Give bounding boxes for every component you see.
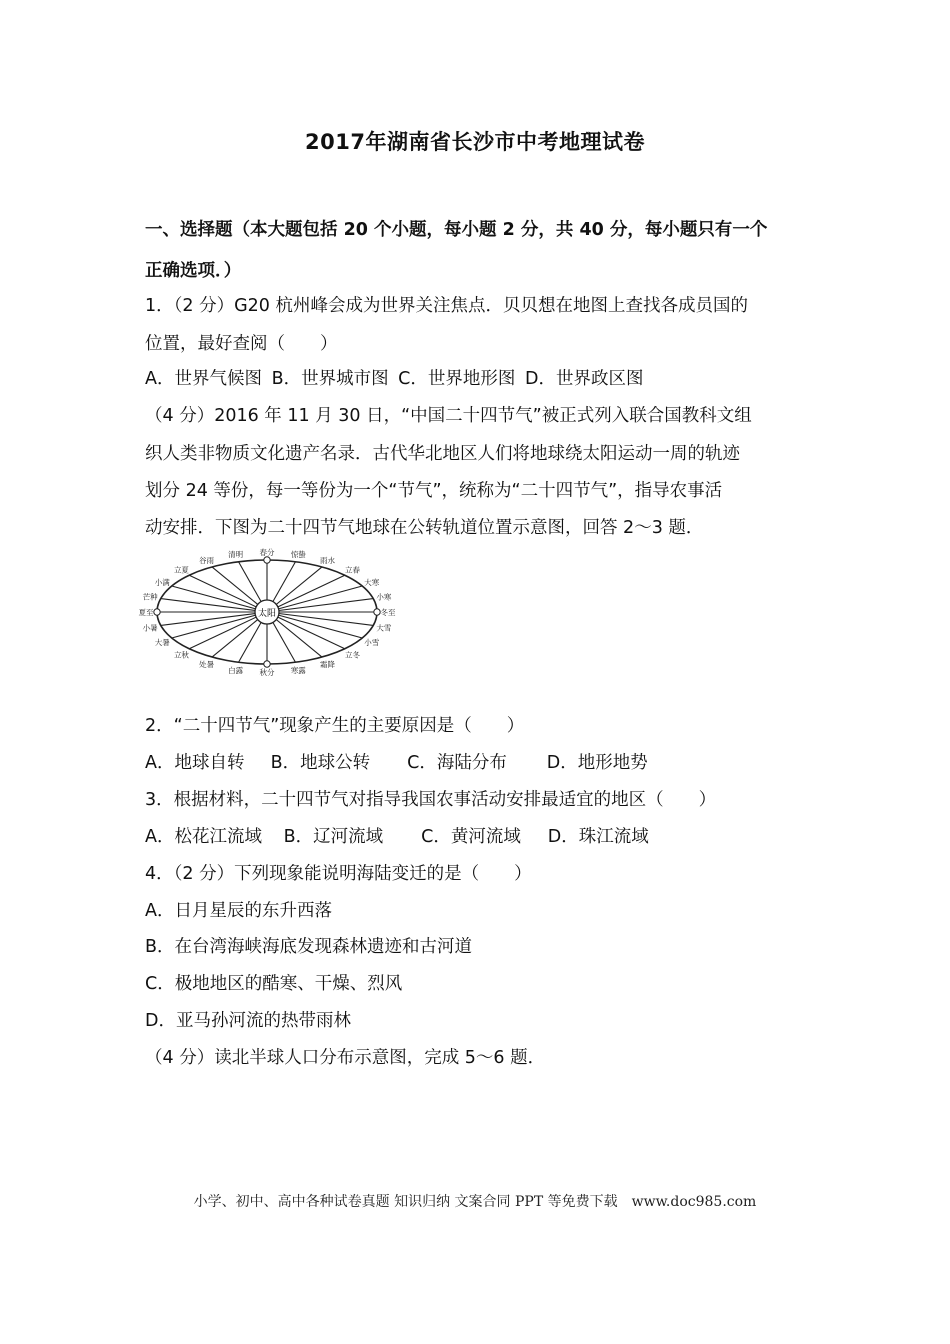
q3-options — [145, 823, 649, 848]
q1-stem-line2: 位置，最好查阅（ ） — [145, 334, 338, 354]
passage-line3: 划分 24 等份，每一等份为一个“节气”，统称为“二十四节气”，指导农事活 — [145, 481, 723, 501]
q1-option-a: A．世界气候图 — [145, 369, 262, 389]
solar-term-label: 冬至 — [380, 608, 396, 617]
earth-position-dot — [264, 557, 270, 563]
solar-term-label: 大寒 — [364, 578, 380, 587]
q1-option-c: C．世界地形图 — [398, 369, 516, 389]
solar-term-label: 春分 — [259, 548, 275, 557]
page-title: 2017年湖南省长沙市中考地理试卷 — [305, 130, 645, 154]
q3-stem: 3．根据材料，二十四节气对指导我国农事活动安排最适宜的地区（ ） — [145, 790, 717, 810]
sun-label: 太阳 — [257, 609, 277, 619]
section-heading-line1: 一、选择题（本大题包括 20 个小题，每小题 2 分，共 40 分，每小题只有一个 — [145, 220, 768, 240]
q4-option-d: D．亚马孙河流的热带雨林 — [145, 1011, 351, 1031]
solar-term-label: 秋分 — [259, 668, 275, 677]
solar-term-label: 处暑 — [199, 659, 214, 669]
q2-option-b: B．地球公转 — [270, 753, 371, 773]
solar-term-label: 立夏 — [173, 565, 189, 575]
q3-option-c: C．黄河流域 — [421, 827, 521, 847]
solar-term-label: 立秋 — [173, 650, 189, 660]
q3-option-b: B．辽河流域 — [283, 827, 384, 847]
passage-line1: （4 分）2016 年 11 月 30 日，“中国二十四节气”被正式列入联合国教科文组 — [145, 406, 752, 426]
earth-position-dot — [374, 609, 380, 615]
solar-term-label: 立冬 — [345, 650, 361, 660]
earth-position-dot — [264, 661, 270, 667]
q2-option-a: A．地球自转 — [145, 753, 245, 773]
q4-stem: 4．（2 分）下列现象能说明海陆变迁的是（ ） — [145, 864, 532, 884]
solar-terms-orbit-diagram — [138, 548, 415, 677]
solar-term-label: 芒种 — [142, 592, 158, 602]
orbit-spoke — [267, 599, 373, 612]
solar-term-label: 小满 — [154, 578, 170, 587]
q1-option-d: D．世界政区图 — [524, 369, 644, 389]
q1-option-b: B．世界城市图 — [271, 369, 389, 389]
q3-option-a: A．松花江流域 — [145, 827, 262, 847]
q4-option-b: B．在台湾海峡海底发现森林遗迹和古河道 — [145, 937, 473, 957]
solar-term-label: 小寒 — [376, 592, 392, 602]
solar-term-label: 小雪 — [364, 638, 380, 647]
q1-options — [145, 365, 643, 390]
q4-option-c: C．极地地区的酷寒、干燥、烈风 — [145, 974, 403, 994]
solar-term-label: 大暑 — [154, 638, 170, 647]
orbit-spoke — [161, 612, 267, 625]
passage-line4: 动安排．下图为二十四节气地球在公转轨道位置示意图，回答 2～3 题． — [145, 518, 704, 538]
orbit-spoke — [161, 599, 267, 612]
q2-stem: 2．“二十四节气”现象产生的主要原因是（ ） — [145, 716, 525, 736]
solar-term-label: 雨水 — [320, 556, 335, 566]
orbit-spoke — [267, 612, 373, 625]
solar-term-label: 大雪 — [376, 623, 392, 633]
passage-line2: 织人类非物质文化遗产名录．古代华北地区人们将地球绕太阳运动一周的轨迹 — [145, 444, 740, 464]
earth-position-dot — [154, 609, 160, 615]
solar-term-label: 白露 — [228, 665, 244, 675]
solar-term-label: 谷雨 — [199, 556, 214, 566]
page-footer: 小学、初中、高中各种试卷真题 知识归纳 文案合同 PPT 等免费下载 www.doc985.com — [193, 1194, 757, 1210]
q4-option-a: A．日月星辰的东升西落 — [145, 901, 332, 921]
solar-term-label: 立春 — [345, 565, 361, 575]
solar-term-label: 寒露 — [290, 665, 306, 675]
q2-options — [145, 749, 648, 774]
solar-term-label: 小暑 — [142, 623, 158, 633]
q2-option-d: D．地形地势 — [546, 753, 648, 773]
passage2: （4 分）读北半球人口分布示意图，完成 5～6 题． — [145, 1048, 546, 1068]
q1-stem-line1: 1．（2 分）G20 杭州峰会成为世界关注焦点．贝贝想在地图上查找各成员国的 — [145, 296, 748, 316]
q2-option-c: C．海陆分布 — [407, 753, 507, 773]
section-heading-line2: 正确选项．） — [145, 261, 242, 281]
solar-term-label: 夏至 — [138, 608, 154, 617]
q3-option-d: D．珠江流域 — [547, 827, 649, 847]
solar-term-label: 霜降 — [320, 659, 335, 669]
solar-term-label: 惊蛰 — [290, 550, 306, 560]
solar-term-label: 清明 — [228, 550, 244, 560]
